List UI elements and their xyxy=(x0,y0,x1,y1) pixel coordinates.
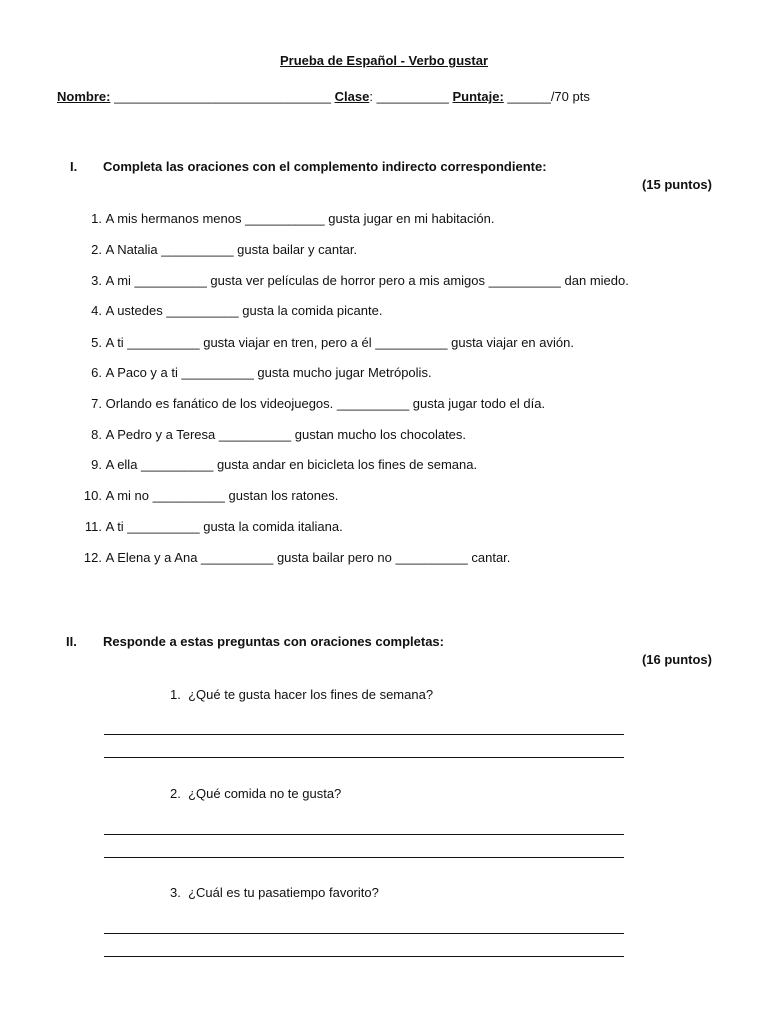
open-question-text: ¿Cuál es tu pasatiempo favorito? xyxy=(188,885,379,900)
section1-points: (15 puntos) xyxy=(641,177,712,192)
question-text: A Pedro y a Teresa __________ gustan mucho los chocolates. xyxy=(105,427,467,442)
question-item[interactable] xyxy=(79,550,510,565)
question-text: A mi __________ gusta ver películas de horror pero a mis amigos __________ dan miedo. xyxy=(105,273,629,288)
question-number: 4. xyxy=(91,303,102,318)
question-item[interactable] xyxy=(79,211,494,226)
page-title: Prueba de Español - Verbo gustar xyxy=(279,53,489,68)
open-question-number: 1. xyxy=(170,687,181,702)
question-number: 6. xyxy=(91,365,102,380)
question-number: 1. xyxy=(91,211,102,226)
nombre-label: Nombre: xyxy=(57,89,111,104)
open-question-text: ¿Qué te gusta hacer los fines de semana? xyxy=(188,687,434,702)
question-item[interactable] xyxy=(79,303,382,318)
question-number: 12. xyxy=(83,550,102,565)
question-text: A Paco y a ti __________ gusta mucho jugar Metrópolis. xyxy=(105,365,432,380)
question-text: A ustedes __________ gusta la comida picante. xyxy=(105,303,383,318)
question-item[interactable] xyxy=(79,335,574,350)
question-number: 8. xyxy=(91,427,102,442)
question-item[interactable] xyxy=(79,242,357,257)
clase-blank[interactable]: __________ xyxy=(376,89,449,104)
open-question-text: ¿Qué comida no te gusta? xyxy=(188,786,342,801)
question-text: Orlando es fanático de los videojuegos. __________ gusta jugar todo el día. xyxy=(105,396,546,411)
question-item[interactable] xyxy=(79,519,343,534)
question-text: A mi no __________ gustan los ratones. xyxy=(105,488,339,503)
clase-label: Clase xyxy=(334,89,370,104)
open-question xyxy=(170,885,379,900)
section1-title: Completa las oraciones con el complemento indirecto correspondiente: xyxy=(103,159,547,174)
question-number: 7. xyxy=(91,396,102,411)
question-item[interactable] xyxy=(79,273,629,288)
question-text: A ti __________ gusta la comida italiana. xyxy=(105,519,343,534)
section2-number: II. xyxy=(66,634,77,649)
answer-line[interactable] xyxy=(104,834,624,835)
question-number: 10. xyxy=(83,488,102,503)
puntaje-blank[interactable]: ______ xyxy=(507,89,551,104)
puntaje-label: Puntaje: xyxy=(452,89,504,104)
section2-points: (16 puntos) xyxy=(641,652,712,667)
answer-line[interactable] xyxy=(104,857,624,858)
question-item[interactable] xyxy=(79,457,477,472)
question-number: 2. xyxy=(91,242,102,257)
student-header xyxy=(57,89,590,104)
answer-line[interactable] xyxy=(104,933,624,934)
answer-line[interactable] xyxy=(104,734,624,735)
question-item[interactable] xyxy=(79,488,338,503)
puntaje-total: /70 pts xyxy=(550,89,590,104)
question-text: A ella __________ gusta andar en bicicleta los fines de semana. xyxy=(105,457,478,472)
question-number: 5. xyxy=(91,335,102,350)
question-text: A mis hermanos menos ___________ gusta jugar en mi habitación. xyxy=(105,211,495,226)
open-question-number: 2. xyxy=(170,786,181,801)
section1-number: I. xyxy=(70,159,78,174)
open-question-number: 3. xyxy=(170,885,181,900)
question-text: A Natalia __________ gusta bailar y cantar. xyxy=(105,242,358,257)
question-number: 9. xyxy=(91,457,102,472)
question-item[interactable] xyxy=(79,365,432,380)
open-question xyxy=(170,786,341,801)
question-text: A ti __________ gusta viajar en tren, pero a él __________ gusta viajar en avión. xyxy=(105,335,574,350)
section2-title: Responde a estas preguntas con oraciones completas: xyxy=(103,634,444,649)
question-text: A Elena y a Ana __________ gusta bailar pero no __________ cantar. xyxy=(105,550,511,565)
answer-line[interactable] xyxy=(104,757,624,758)
question-item[interactable] xyxy=(79,427,466,442)
question-number: 11. xyxy=(84,519,102,534)
open-question xyxy=(170,687,433,702)
clase-colon: : xyxy=(369,89,373,104)
question-item[interactable] xyxy=(79,396,545,411)
question-number: 3. xyxy=(91,273,102,288)
nombre-blank[interactable]: ______________________________ xyxy=(114,89,331,104)
answer-line[interactable] xyxy=(104,956,624,957)
